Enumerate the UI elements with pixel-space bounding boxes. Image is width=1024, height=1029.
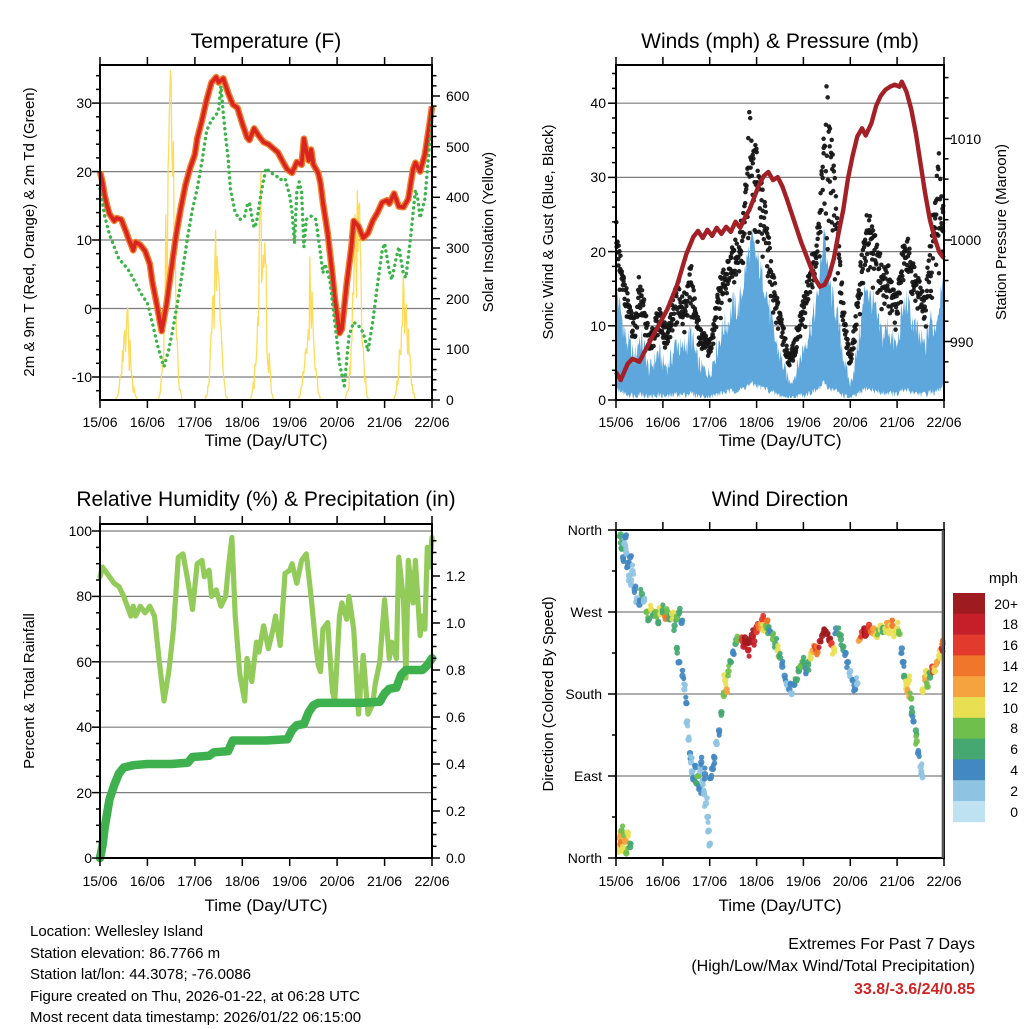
tick-label: 22/06 (414, 873, 450, 889)
tick-label: 0 (598, 392, 606, 408)
tick-label: 600 (446, 87, 470, 104)
winds-title: Winds (mph) & Pressure (mb) (641, 30, 919, 53)
direction-y-axis-label: Direction (Colored By Speed) (540, 596, 557, 792)
tick-label: 0.0 (446, 850, 466, 866)
tick-label: 10 (590, 317, 606, 334)
tick-label: 16/06 (129, 873, 165, 889)
temperature-title: Temperature (F) (190, 30, 342, 53)
tick-label: 0.6 (446, 709, 466, 725)
extremes-title: Extremes For Past 7 Days (788, 936, 975, 953)
time-axis-label-temperature: Time (Day/UTC) (204, 431, 328, 450)
tick-label: 18/06 (224, 414, 260, 430)
extremes-block (575, 934, 975, 1001)
tick-label: North (567, 522, 602, 538)
tick-label: 21/06 (367, 873, 403, 889)
tick-label: 17/06 (177, 414, 213, 430)
tick-label: 30 (76, 95, 92, 112)
tick-label: 18 (1002, 616, 1018, 633)
tick-label: 1.0 (446, 615, 466, 631)
wind-direction-title: Wind Direction (711, 488, 849, 511)
tick-label: 16/06 (645, 414, 681, 430)
tick-label: 21/06 (367, 414, 403, 430)
tick-label: 20 (76, 784, 92, 801)
tick-label: 40 (590, 95, 606, 112)
tick-label: 990 (950, 333, 974, 350)
tick-label: 22/06 (926, 414, 962, 430)
tick-label: 60 (76, 653, 92, 670)
tick-label: 22/06 (926, 873, 962, 889)
time-axis-label-wind-direction: Time (Day/UTC) (718, 896, 842, 915)
temp-y-axis-label: 2m & 9m T (Red, Orange) & 2m Td (Green) (21, 87, 38, 377)
tick-label: 17/06 (692, 414, 728, 430)
tick-label: West (570, 604, 602, 620)
tick-label: 20+ (994, 595, 1018, 612)
tick-label: 18/06 (224, 873, 260, 889)
tick-label: East (573, 768, 602, 784)
tick-label: 16/06 (645, 873, 681, 889)
created-line: Figure created on Thu, 2026-01-22, at 06:28 UTC (30, 987, 360, 1005)
tick-label: 20/06 (832, 873, 868, 889)
tick-label: 1010 (950, 130, 982, 147)
tick-label: 21/06 (879, 414, 915, 430)
tick-label: 19/06 (785, 414, 821, 430)
extremes-values: 33.8/-3.6/24/0.85 (854, 980, 975, 998)
tick-label: 21/06 (879, 873, 915, 889)
tick-label: South (565, 686, 602, 702)
tick-label: 17/06 (692, 873, 728, 889)
location-line: Location: Wellesley Island (30, 923, 204, 940)
tick-label: 2 (1010, 782, 1018, 799)
timestamp-line: Most recent data timestamp: 2026/01/22 06:15:00 (30, 1009, 362, 1027)
station-info-block (30, 921, 550, 1029)
tick-label: 18/06 (739, 873, 775, 889)
humidity-y-axis-label: Percent & Total Rainfall (21, 613, 38, 769)
tick-label: 0.4 (446, 756, 466, 772)
tick-label: 0.8 (446, 662, 466, 678)
humidity-title: Relative Humidity (%) & Precipitation (in) (76, 488, 456, 511)
tick-label: 40 (76, 719, 92, 736)
tick-label: North (567, 850, 602, 866)
tick-label: 19/06 (272, 873, 308, 889)
tick-label: 15/06 (598, 873, 634, 889)
tick-label: 20 (590, 243, 606, 260)
tick-label: 14 (1002, 657, 1018, 674)
tick-label: 4 (1010, 761, 1018, 778)
tick-label: 12 (1002, 678, 1018, 695)
tick-label: 20/06 (832, 414, 868, 430)
time-axis-label-humidity: Time (Day/UTC) (204, 896, 328, 915)
tick-label: 19/06 (785, 873, 821, 889)
tick-label: 30 (590, 169, 606, 186)
tick-label: 17/06 (177, 873, 213, 889)
wind-y-axis-label: Sonic Wind & Gust (Blue, Black) (540, 124, 557, 340)
tick-label: 10 (76, 232, 92, 249)
tick-label: 15/06 (598, 414, 634, 430)
elevation-line: Station elevation: 86.7766 m (30, 944, 221, 962)
tick-label: 0 (84, 850, 92, 866)
tick-label: 22/06 (414, 414, 450, 430)
tick-label: 200 (446, 290, 470, 307)
tick-label: 400 (446, 189, 470, 206)
tick-label: 500 (446, 138, 470, 155)
tick-label: 0 (446, 392, 454, 408)
tick-label: 19/06 (272, 414, 308, 430)
colorbar-unit-label: mph (988, 570, 1018, 587)
latlon-line: Station lat/lon: 44.3078; -76.0086 (30, 966, 252, 984)
solar-y-axis-label: Solar Insolation (Yellow) (480, 151, 497, 313)
tick-label: 10 (1002, 699, 1018, 716)
tick-label: 20/06 (319, 873, 355, 889)
tick-label: 0.2 (446, 803, 466, 819)
tick-label: 100 (68, 523, 92, 539)
time-axis-label-winds: Time (Day/UTC) (718, 431, 842, 450)
tick-label: 15/06 (82, 873, 118, 889)
tick-label: -10 (71, 368, 92, 385)
tick-label: 15/06 (82, 414, 118, 430)
tick-label: 80 (76, 588, 92, 605)
tick-label: 0 (84, 300, 92, 317)
tick-label: 6 (1010, 741, 1018, 758)
extremes-subtitle: (High/Low/Max Wind/Total Precipitation) (691, 958, 975, 976)
tick-label: 20/06 (319, 414, 355, 430)
tick-label: 300 (446, 239, 470, 256)
tick-label: 0 (1010, 803, 1018, 820)
tick-label: 100 (446, 341, 470, 358)
tick-label: 1000 (950, 232, 982, 248)
tick-label: 16/06 (129, 414, 165, 430)
tick-label: 18/06 (739, 414, 775, 430)
tick-label: 20 (76, 163, 92, 180)
pressure-y-axis-label: Station Pressure (Maroon) (993, 144, 1010, 320)
tick-label: 16 (1002, 637, 1018, 654)
tick-label: 8 (1010, 720, 1018, 737)
tick-label: 1.2 (446, 568, 466, 584)
